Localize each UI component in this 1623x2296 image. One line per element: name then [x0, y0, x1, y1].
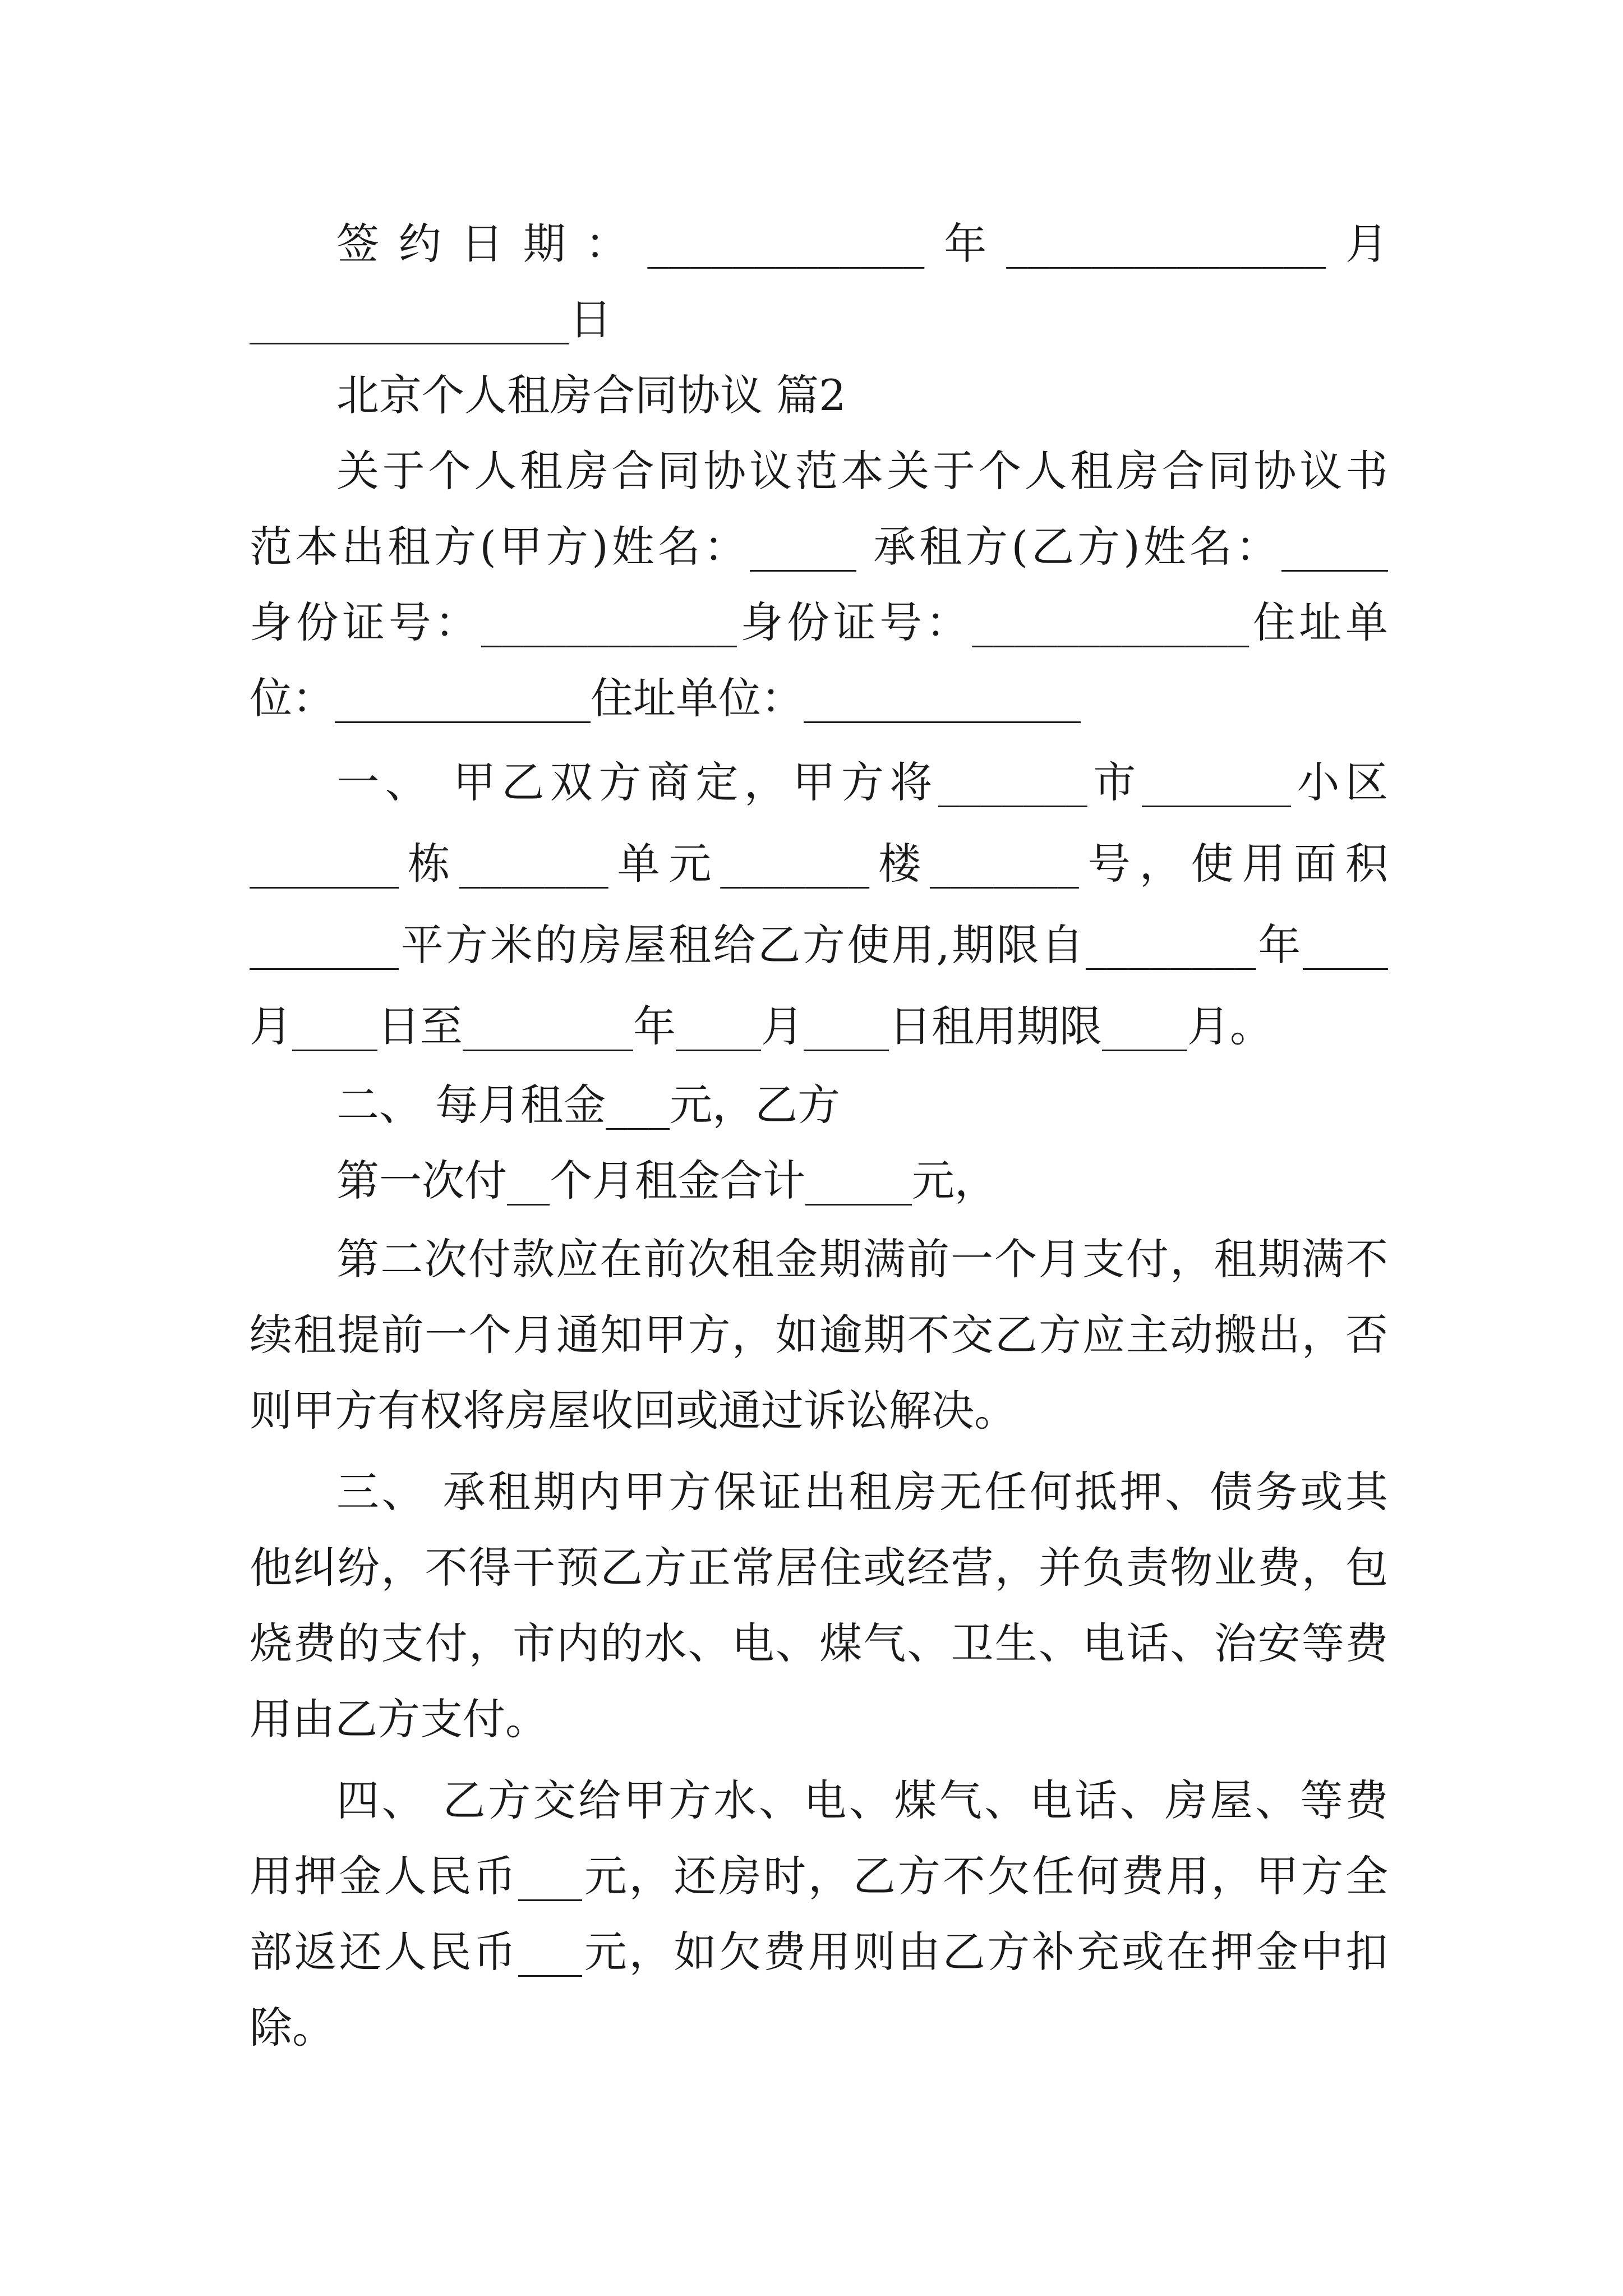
clause-1-line: _______平方米的房屋租给乙方使用,期限自________年____ [250, 920, 1388, 970]
clause-3-line: 用由乙方支付。 [250, 1694, 548, 1744]
paragraph-line: 身份证号：____________身份证号：_____________住址单 [250, 597, 1388, 647]
clause-2-line: 续租提前一个月通知甲方，如逾期不交乙方应主动搬出，否 [250, 1310, 1388, 1360]
clause-2-line: 第二次付款应在前次租金期满前一个月支付，租期满不 [336, 1234, 1388, 1284]
clause-4-line: 除。 [250, 2003, 335, 2053]
clause-4-line: 用押金人民币___元，还房时，乙方不欠任何费用，甲方全 [250, 1851, 1388, 1901]
clause-3-line: 烧费的支付，市内的水、电、煤气、卫生、电话、治安等费 [250, 1618, 1388, 1668]
sign-date-line: 签约日期：_____________年_______________月 [336, 219, 1388, 269]
paragraph-line: 位：____________住址单位：_____________ [250, 673, 1081, 723]
section-title: 北京个人租房合同协议 篇2 [336, 370, 846, 420]
clause-2-line: 二、 每月租金___元，乙方 [336, 1080, 841, 1130]
clause-1-line: _______栋_______单元_______楼_______号，使用面积 [250, 839, 1388, 889]
sign-date-day-line: _______________日 [250, 295, 612, 344]
clause-3-line: 三、 承租期内甲方保证出租房无任何抵押、债务或其 [336, 1467, 1388, 1517]
paragraph-line: 关于个人租房合同协议范本关于个人租房合同协议书 [336, 446, 1388, 496]
paragraph-line: 范本出租方(甲方)姓名：_____ 承租方(乙方)姓名：_____ [250, 522, 1388, 572]
clause-4-line: 部返还人民币___元，如欠费用则由乙方补充或在押金中扣 [250, 1927, 1388, 1977]
clause-3-line: 他纠纷，不得干预乙方正常居住或经营，并负责物业费，包 [250, 1543, 1388, 1593]
clause-1-line: 月____日至________年____月____日租用期限____月。 [250, 1001, 1272, 1051]
clause-2-line: 则甲方有权将房屋收回或通过诉讼解决。 [250, 1386, 1017, 1435]
clause-4-line: 四、 乙方交给甲方水、电、煤气、电话、房屋、等费 [336, 1775, 1388, 1825]
clause-1-line: 一、 甲乙双方商定，甲方将_______市_______小区 [336, 757, 1388, 807]
clause-2-line: 第一次付__个月租金合计_____元， [336, 1156, 997, 1205]
